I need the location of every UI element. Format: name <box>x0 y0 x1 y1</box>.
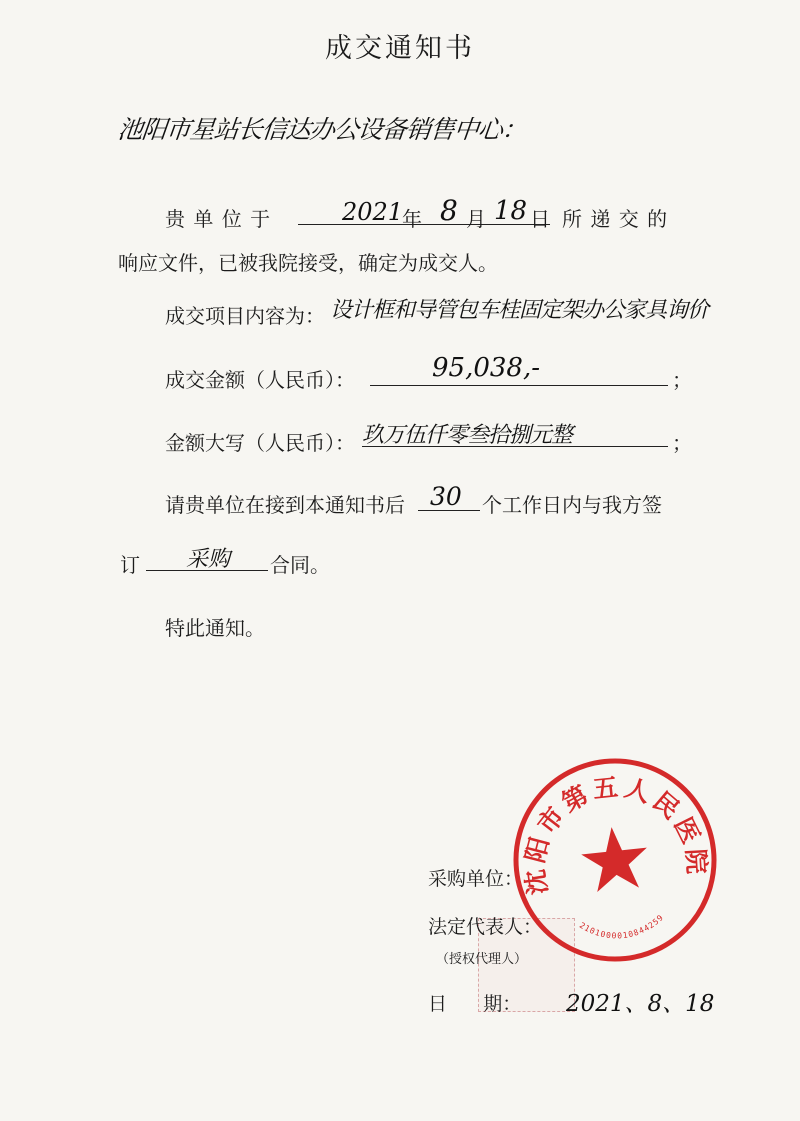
document-title: 成交通知书 <box>325 33 475 64</box>
legal-rep-label: 法定代表人： <box>428 916 543 938</box>
contract-type: 采购 <box>186 547 231 572</box>
project-content: 设计框和导管包车桂固定架办公家具询价 <box>330 298 709 323</box>
amount-label: 成交金额（人民币）： <box>165 368 355 392</box>
amount-words-label: 金额大写（人民币）： <box>165 431 355 455</box>
seal-text: 沈阳市第五人民医院 <box>519 772 712 897</box>
seal-star-icon <box>579 824 651 894</box>
sign-request-prefix: 请贵单位在接到本通知书后 <box>165 493 405 517</box>
submission-year: 2021 <box>342 198 404 226</box>
sign-request-suffix: 个工作日内与我方签 <box>482 493 662 517</box>
recipient-name: 池阳市星站长信达办公设备销售中心： <box>116 115 528 144</box>
submission-day: 18 <box>494 196 528 226</box>
amount-words-value: 玖万伍仟零叁拾捌元整 <box>362 423 573 448</box>
project-label: 成交项目内容为： <box>165 304 325 328</box>
year-unit: 年 <box>402 207 422 231</box>
submission-month: 8 <box>440 194 458 227</box>
sign-line2-prefix: 订 <box>120 553 140 577</box>
seal-number: 2101000010844259 <box>577 912 666 941</box>
day-unit: 日 <box>530 207 550 231</box>
purchaser-label: 采购单位： <box>428 868 524 890</box>
para1-prefix: 贵 单 位 于 <box>165 207 272 231</box>
amount-words-end: ； <box>672 431 692 455</box>
hospital-seal <box>500 745 731 976</box>
month-unit: 月 <box>466 207 486 231</box>
sign-days: 30 <box>430 482 462 511</box>
date-label: 日 期： <box>428 993 522 1015</box>
amount-underline <box>370 385 668 386</box>
sign-date: 2021、8、18 <box>566 991 715 1017</box>
agent-label: （授权代理人） <box>436 952 528 967</box>
sign-line2-suffix: 合同。 <box>270 553 330 577</box>
amount-end: ； <box>672 368 692 392</box>
para1-line2: 响应文件，已被我院接受，确定为成交人。 <box>118 251 498 275</box>
amount-value: 95,038,- <box>432 353 541 383</box>
para1-suffix: 所 递 交 的 <box>562 207 669 231</box>
closing-text: 特此通知。 <box>165 616 265 640</box>
